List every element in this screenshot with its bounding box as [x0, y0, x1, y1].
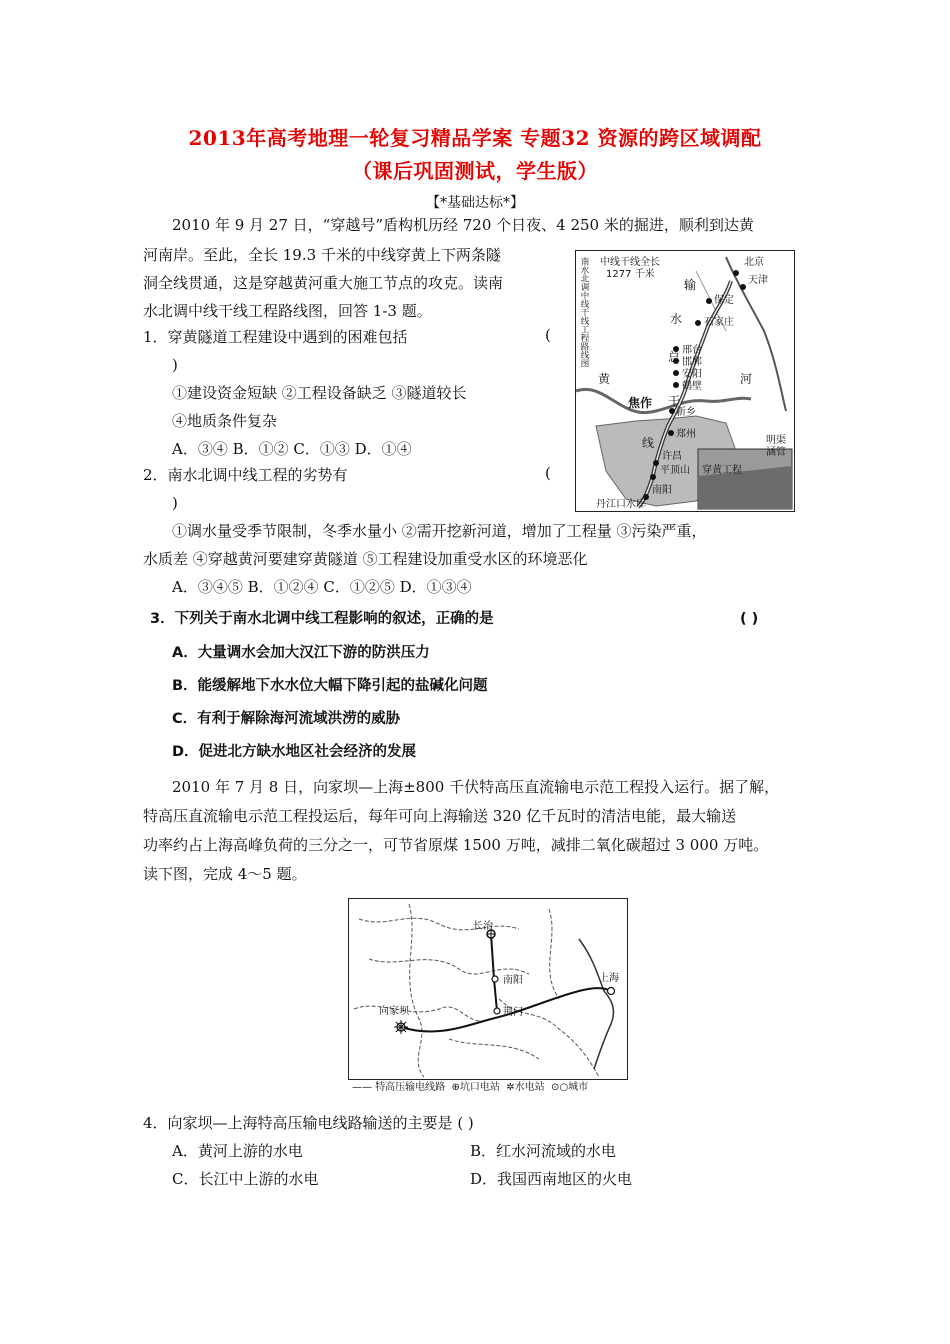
map2-xiangjiaba: 向家坝: [379, 1006, 409, 1017]
map1-danjiangkou: 丹江口水库: [596, 499, 646, 510]
passage1-line2: 河南岸。至此，全长 19.3 千米的中线穿黄上下两条隧: [143, 246, 501, 264]
q3-option-b: B．能缓解地下水水位大幅下降引起的盐碱化问题: [172, 678, 488, 694]
power-line-map: [348, 898, 628, 1080]
q3-option-c: C．有利于解除海河流域洪涝的威胁: [172, 711, 401, 727]
passage1-line1: 2010 年 9 月 27 日，“穿越号”盾构机历经 720 个日夜、4 250 米的掘进，顺利到达黄: [172, 216, 754, 234]
q1-items-1: ①建设资金短缺 ②工程设备缺乏 ③隧道较长: [172, 384, 467, 402]
q3-option-d: D．促进北方缺水地区社会经济的发展: [172, 744, 417, 760]
map1-shijiazhuang: 石家庄: [704, 317, 734, 328]
passage1-line3: 洞全线贯通，这是穿越黄河重大施工节点的攻克。读南: [143, 274, 504, 292]
map1-xinxiang: 新乡: [676, 407, 696, 418]
map1-shu: 输: [684, 278, 697, 292]
page-subtitle: （课后巩固测试，学生版）: [352, 159, 598, 183]
legend-hydro-icon: ✲: [506, 1082, 515, 1093]
passage1-line4: 水北调中线干线工程路线图，回答 1-3 题。: [143, 302, 432, 320]
q2-items-1: ①调水量受季节限制，冬季水量小 ②需开挖新河道，增加了工程量 ③污染严重，: [172, 522, 707, 540]
map2-shanghai: 上海: [599, 973, 619, 984]
q4-option-c: C．长江中上游的水电: [172, 1170, 319, 1188]
passage2-line1: 2010 年 7 月 8 日，向家坝—上海±800 千伏特高压直流输电示范工程投入运行。据了解，: [172, 778, 780, 796]
passage2-line2: 特高压直流输电示范工程投运后，每年可向上海输送 320 亿千瓦时的清洁电能，最大输送: [143, 807, 737, 825]
map1-zhengzhou: 郑州: [676, 429, 696, 440]
q1-choices: A．③④ B．①② C．①③ D．①④: [172, 440, 412, 458]
map1-xingtai: 邢台: [682, 345, 702, 356]
q4-option-d: D．我国西南地区的火电: [470, 1170, 633, 1188]
map1-nanyang: 南阳: [652, 485, 672, 496]
map1-handan: 邯郸: [682, 357, 702, 368]
q1-paren-open: (: [545, 326, 551, 344]
legend-city-icon: ⊙○: [551, 1082, 569, 1093]
map1-vertical-title: 南水北调中线干线工程路线图: [579, 257, 589, 368]
q3-stem: 3．下列关于南水北调中线工程影响的叙述，正确的是: [150, 611, 494, 627]
legend-hydro-label: 水电站: [514, 1082, 545, 1093]
map1-length-1: 中线干线全长: [600, 257, 660, 268]
map2-nanyang: 南阳: [503, 975, 523, 986]
south-north-water-map: [575, 250, 795, 512]
q1-items-2: ④地质条件复杂: [172, 412, 278, 430]
map1-xuchang: 许昌: [662, 451, 682, 462]
map2-jingmen: 荆门: [503, 1007, 523, 1018]
map1-hebi: 鹤壁: [682, 381, 702, 392]
map2-changzhi: 长治: [473, 921, 493, 932]
section-tag: 【*基础达标*】: [426, 195, 524, 211]
q4-stem: 4．向家坝—上海特高压输电线路输送的主要是 ( ): [143, 1114, 474, 1132]
map1-mingqu-1: 明渠: [766, 435, 786, 446]
q2-items-2: 水质差 ④穿越黄河要建穿黄隧道 ⑤工程建设加重受水区的环境恶化: [143, 550, 588, 568]
q4-option-b: B．红水河流域的水电: [470, 1142, 617, 1160]
passage2-line4: 读下图，完成 4～5 题。: [143, 865, 307, 883]
map1-tianjin: 天津: [748, 275, 768, 286]
q1-paren-close: ): [172, 356, 178, 374]
passage2-line3: 功率约占上海高峰负荷的三分之一，可节省原煤 1500 万吨，减排二氧化碳超过 3 000 万吨。: [143, 836, 769, 854]
q2-paren-close: ): [172, 494, 178, 512]
map1-zong: 总: [668, 350, 681, 364]
legend-pit-icon: ⊕: [451, 1082, 460, 1093]
q3-option-a: A．大量调水会加大汉江下游的防洪压力: [172, 645, 430, 661]
q2-stem: 2．南水北调中线工程的劣势有: [143, 466, 348, 484]
legend-pit-label: 坑口电站: [459, 1082, 500, 1093]
map1-anyang: 安阳: [682, 369, 702, 380]
map1-jiaozuo: 焦作: [628, 396, 653, 410]
map1-gan: 干: [668, 394, 681, 408]
map1-length-2: 1277 千米: [606, 269, 655, 280]
map1-shui: 水: [670, 312, 683, 326]
page-title: 2013年高考地理一轮复习精品学案 专题32 资源的跨区域调配: [188, 126, 762, 150]
map1-xian: 线: [642, 436, 655, 450]
map1-pingdingshan: 平顶山: [660, 465, 690, 476]
q2-choices: A．③④⑤ B．①②④ C．①②⑤ D．①③④: [172, 578, 472, 596]
q1-stem: 1．穿黄隧道工程建设中遇到的困难包括: [143, 328, 408, 346]
map1-huang: 黄: [598, 372, 611, 386]
legend-city-label: 城市: [568, 1082, 589, 1093]
legend-line-label: 特高压输电线路: [375, 1082, 446, 1093]
q4-option-a: A．黄河上游的水电: [172, 1142, 303, 1160]
map1-baoding: 保定: [714, 295, 734, 306]
map1-he: 河: [740, 372, 753, 386]
map1-beijing: 北京: [744, 257, 764, 268]
map1-mingqu-2: 涵管: [766, 447, 786, 458]
q2-paren-open: (: [545, 464, 551, 482]
q3-paren: ( ): [740, 611, 759, 627]
legend-line-icon: ——: [352, 1082, 372, 1093]
map1-chuanhuang: 穿黄工程: [702, 465, 742, 476]
map2-legend: [352, 1081, 588, 1095]
